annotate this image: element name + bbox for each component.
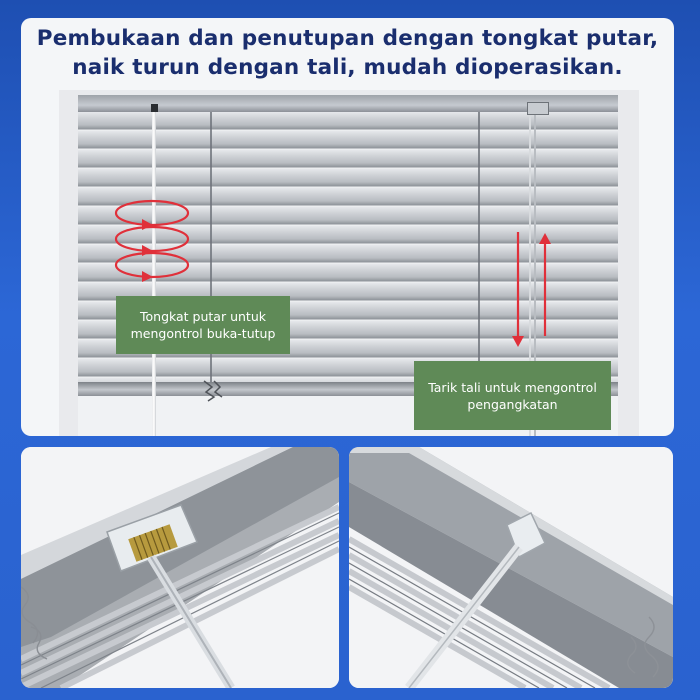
up-down-arrows-icon	[512, 232, 551, 347]
cord-tassel	[204, 381, 222, 401]
headline-line-1: Pembukaan dan penutupan dengan tongkat putar,	[36, 26, 659, 51]
tilt-mechanism-closeup	[21, 447, 339, 688]
cord-lock-illustration	[349, 447, 673, 688]
tilt-wand-label	[116, 296, 290, 354]
lift-cord-label	[414, 361, 611, 430]
tilt-wand-label-line-2: mengontrol buka-tutup	[130, 326, 276, 341]
tilt-wand-label-line-1: Tongkat putar untuk	[139, 309, 266, 324]
lift-cord-label-line-2: pengangkatan	[467, 396, 558, 412]
blind-photo-panel	[21, 18, 674, 436]
tilt-mechanism-illustration	[21, 447, 339, 688]
cord-lock-closeup	[349, 447, 673, 688]
lift-cord-label-line-1: Tarik tali untuk mengontrol	[428, 379, 597, 395]
headline-line-2: naik turun dengan tali, mudah dioperasikan.	[72, 55, 623, 80]
